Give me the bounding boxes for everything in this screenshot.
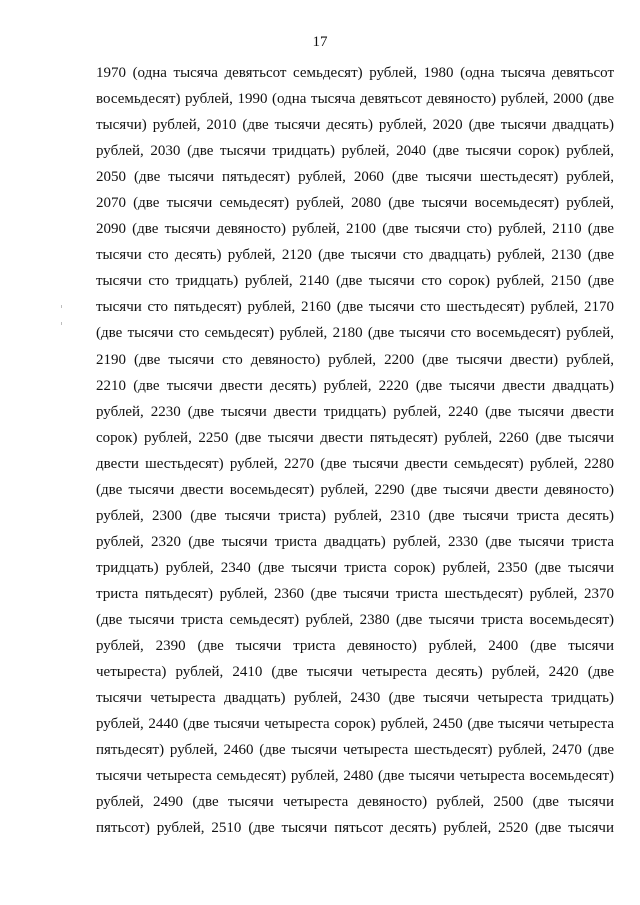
text-line: рублей, 2390 (две тысячи триста девяносто) рублей, 2400 (две тысячи [96,638,614,655]
text-line: (две тысячи сто семьдесят) рублей, 2180 (две тысячи сто восемьдесят) рублей, [96,325,614,342]
text-line: 2090 (две тысячи девяносто) рублей, 2100 (две тысячи сто) рублей, 2110 (две [96,221,614,238]
text-line: тысячи сто тридцать) рублей, 2140 (две тысячи сто сорок) рублей, 2150 (две [96,273,614,290]
text-line: тысячи четыреста семьдесят) рублей, 2480 (две тысячи четыреста восемьдесят) [96,768,614,785]
text-line: рублей, 2030 (две тысячи тридцать) рублей, 2040 (две тысячи сорок) рублей, [96,143,614,160]
text-line: тысячи сто десять) рублей, 2120 (две тысячи сто двадцать) рублей, 2130 (две [96,247,614,264]
text-line: рублей, 2300 (две тысячи триста) рублей, 2310 (две тысячи триста десять) [96,507,614,524]
body-text [96,60,614,841]
text-line: рублей, 2440 (две тысячи четыреста сорок) рублей, 2450 (две тысячи четыреста [96,716,614,733]
scan-margin-mark [61,305,62,308]
text-line: тысячи) рублей, 2010 (две тысячи десять) рублей, 2020 (две тысячи двадцать) [96,117,614,134]
text-line: восемьдесят) рублей, 1990 (одна тысяча девятьсот девяносто) рублей, 2000 (две [96,91,614,108]
text-line: 2050 (две тысячи пятьдесят) рублей, 2060 (две тысячи шестьдесят) рублей, [96,169,614,186]
text-line: рублей, 2490 (две тысячи четыреста девяносто) рублей, 2500 (две тысячи [96,794,614,811]
text-line: пятьдесят) рублей, 2460 (две тысячи четыреста шестьдесят) рублей, 2470 (две [96,742,614,759]
text-line: (две тысячи двести восемьдесят) рублей, 2290 (две тысячи двести девяносто) [96,481,614,498]
text-line: пятьсот) рублей, 2510 (две тысячи пятьсот десять) рублей, 2520 (две тысячи [96,820,614,837]
scan-margin-mark [61,322,62,325]
text-line: 2190 (две тысячи сто девяносто) рублей, 2200 (две тысячи двести) рублей, [96,351,614,368]
text-line: 2070 (две тысячи семьдесят) рублей, 2080 (две тысячи восемьдесят) рублей, [96,195,614,212]
text-line: (две тысячи триста семьдесят) рублей, 2380 (две тысячи триста восемьдесят) [96,611,614,628]
text-line: четыреста) рублей, 2410 (две тысячи четыреста десять) рублей, 2420 (две [96,664,614,681]
text-line: 2210 (две тысячи двести десять) рублей, 2220 (две тысячи двести двадцать) [96,377,614,394]
text-line: тридцать) рублей, 2340 (две тысячи триста сорок) рублей, 2350 (две тысячи [96,559,614,576]
text-line: тысячи четыреста двадцать) рублей, 2430 (две тысячи четыреста тридцать) [96,690,614,707]
text-line: триста пятьдесят) рублей, 2360 (две тысячи триста шестьдесят) рублей, 2370 [96,585,614,602]
page-number: 17 [312,34,328,50]
text-line: двести шестьдесят) рублей, 2270 (две тысячи двести семьдесят) рублей, 2280 [96,455,614,472]
text-line: тысячи сто пятьдесят) рублей, 2160 (две тысячи сто шестьдесят) рублей, 2170 [96,299,614,316]
text-line: рублей, 2230 (две тысячи двести тридцать) рублей, 2240 (две тысячи двести [96,403,614,420]
text-line: сорок) рублей, 2250 (две тысячи двести пятьдесят) рублей, 2260 (две тысячи [96,429,614,446]
text-line: рублей, 2320 (две тысячи триста двадцать) рублей, 2330 (две тысячи триста [96,533,614,550]
text-line: 1970 (одна тысяча девятьсот семьдесят) рублей, 1980 (одна тысяча девятьсот [96,65,614,81]
